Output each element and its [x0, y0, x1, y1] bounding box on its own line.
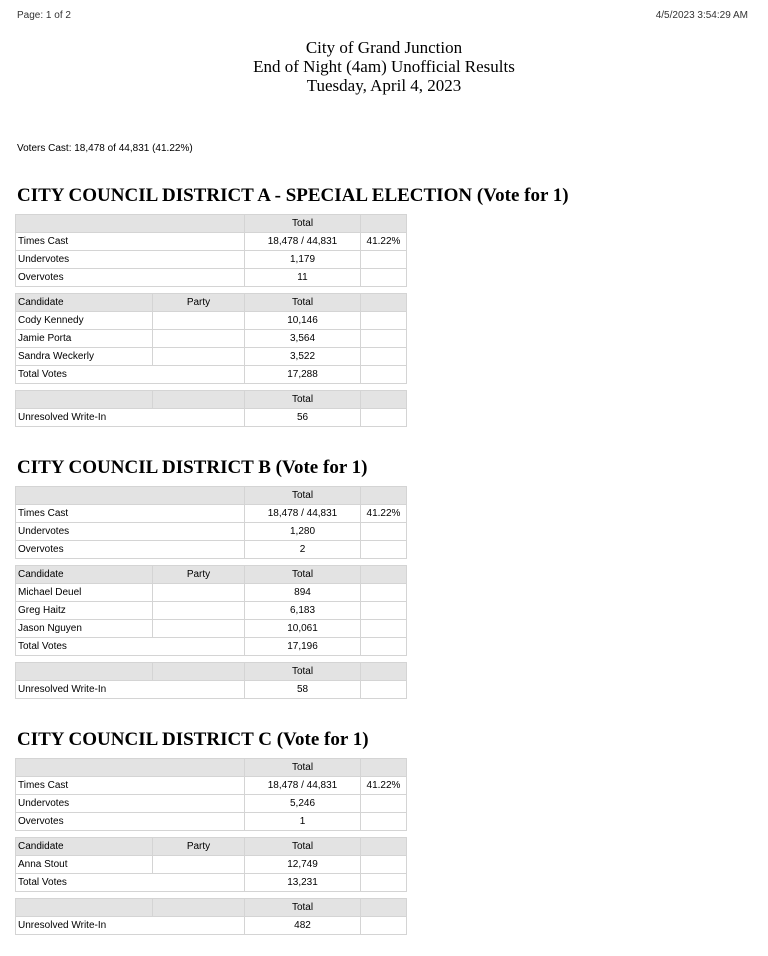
times-cast-value: 18,478 / 44,831: [245, 233, 361, 251]
candidate-name: Michael Deuel: [16, 584, 153, 602]
summary-header-row: [16, 487, 407, 505]
write-in-header-row: [16, 391, 407, 409]
overvotes-label: Overvotes: [16, 813, 245, 831]
candidate-header-row: [16, 294, 407, 312]
write-in-value: 482: [245, 917, 361, 935]
undervotes-label: Undervotes: [16, 251, 245, 269]
write-in-table: [15, 662, 407, 699]
undervotes-row: [16, 523, 407, 541]
overvotes-row: [16, 541, 407, 559]
times-cast-percent: 41.22%: [361, 505, 407, 523]
write-in-pct: [361, 681, 407, 699]
total-votes-row: [16, 874, 407, 892]
pct-header: [361, 663, 407, 681]
total-votes-value: 17,196: [245, 638, 361, 656]
candidate-total: 3,564: [245, 330, 361, 348]
write-in-header-blank: [153, 663, 245, 681]
candidate-header: Candidate: [16, 566, 153, 584]
summary-header-blank: [16, 487, 245, 505]
write-in-header-blank: [16, 663, 153, 681]
write-in-header-blank: [153, 391, 245, 409]
candidate-pct: [361, 584, 407, 602]
total-header: Total: [245, 215, 361, 233]
candidate-party: [153, 602, 245, 620]
undervotes-label: Undervotes: [16, 795, 245, 813]
candidate-name: Cody Kennedy: [16, 312, 153, 330]
candidate-total: 10,146: [245, 312, 361, 330]
overvotes-pct: [361, 269, 407, 287]
overvotes-pct: [361, 813, 407, 831]
undervotes-label: Undervotes: [16, 523, 245, 541]
overvotes-value: 1: [245, 813, 361, 831]
candidate-pct: [361, 330, 407, 348]
write-in-header-row: [16, 663, 407, 681]
pct-header: [361, 566, 407, 584]
pct-header: [361, 759, 407, 777]
candidate-total: 10,061: [245, 620, 361, 638]
candidate-row: [16, 348, 407, 366]
candidate-table: [15, 837, 407, 892]
total-votes-row: [16, 638, 407, 656]
candidate-party: [153, 348, 245, 366]
times-cast-value: 18,478 / 44,831: [245, 777, 361, 795]
undervotes-value: 1,179: [245, 251, 361, 269]
total-header: Total: [245, 294, 361, 312]
candidate-total: 6,183: [245, 602, 361, 620]
total-votes-value: 17,288: [245, 366, 361, 384]
write-in-pct: [361, 409, 407, 427]
summary-header-row: [16, 759, 407, 777]
race-title: CITY COUNCIL DISTRICT A - SPECIAL ELECTION (Vote for 1): [17, 185, 569, 206]
total-votes-pct: [361, 874, 407, 892]
candidate-name: Sandra Weckerly: [16, 348, 153, 366]
total-votes-pct: [361, 638, 407, 656]
times-cast-percent: 41.22%: [361, 777, 407, 795]
write-in-header-blank: [153, 899, 245, 917]
total-votes-row: [16, 366, 407, 384]
candidate-row: [16, 312, 407, 330]
report-timestamp: 4/5/2023 3:54:29 AM: [655, 10, 748, 21]
candidate-pct: [361, 620, 407, 638]
summary-header-blank: [16, 759, 245, 777]
candidate-party: [153, 620, 245, 638]
total-header: Total: [245, 566, 361, 584]
pct-header: [361, 838, 407, 856]
undervotes-pct: [361, 523, 407, 541]
write-in-header-blank: [16, 391, 153, 409]
overvotes-label: Overvotes: [16, 269, 245, 287]
overvotes-label: Overvotes: [16, 541, 245, 559]
total-header: Total: [245, 487, 361, 505]
total-votes-label: Total Votes: [16, 366, 245, 384]
total-header: Total: [245, 838, 361, 856]
write-in-value: 56: [245, 409, 361, 427]
overvotes-row: [16, 813, 407, 831]
total-votes-pct: [361, 366, 407, 384]
total-header: Total: [245, 663, 361, 681]
times-cast-percent: 41.22%: [361, 233, 407, 251]
pct-header: [361, 899, 407, 917]
write-in-label: Unresolved Write-In: [16, 681, 245, 699]
race-title: CITY COUNCIL DISTRICT B (Vote for 1): [17, 457, 368, 478]
race-section: [15, 729, 407, 935]
overvotes-value: 2: [245, 541, 361, 559]
party-header: Party: [153, 566, 245, 584]
voters-cast: Voters Cast: 18,478 of 44,831 (41.22%): [17, 143, 193, 154]
candidate-total: 3,522: [245, 348, 361, 366]
candidate-name: Anna Stout: [16, 856, 153, 874]
candidate-total: 12,749: [245, 856, 361, 874]
candidate-name: Jamie Porta: [16, 330, 153, 348]
race-section: [15, 185, 569, 427]
candidate-row: [16, 856, 407, 874]
pct-header: [361, 215, 407, 233]
undervotes-row: [16, 795, 407, 813]
candidate-name: Greg Haitz: [16, 602, 153, 620]
title-line-2: End of Night (4am) Unofficial Results: [253, 57, 515, 76]
total-votes-label: Total Votes: [16, 874, 245, 892]
candidate-total: 894: [245, 584, 361, 602]
total-header: Total: [245, 759, 361, 777]
overvotes-value: 11: [245, 269, 361, 287]
race-section: [15, 457, 407, 699]
overvotes-row: [16, 269, 407, 287]
candidate-pct: [361, 312, 407, 330]
write-in-row: [16, 409, 407, 427]
report-title: [0, 38, 768, 95]
race-summary-table: [15, 486, 407, 559]
candidate-party: [153, 330, 245, 348]
write-in-header-row: [16, 899, 407, 917]
race-summary-table: [15, 758, 407, 831]
pct-header: [361, 294, 407, 312]
times-cast-row: [16, 233, 407, 251]
times-cast-label: Times Cast: [16, 505, 245, 523]
candidate-party: [153, 856, 245, 874]
party-header: Party: [153, 838, 245, 856]
candidate-name: Jason Nguyen: [16, 620, 153, 638]
candidate-header-row: [16, 838, 407, 856]
candidate-header: Candidate: [16, 294, 153, 312]
race-summary-table: [15, 214, 407, 287]
candidate-row: [16, 330, 407, 348]
candidate-table: [15, 293, 407, 384]
times-cast-row: [16, 505, 407, 523]
candidate-party: [153, 312, 245, 330]
undervotes-pct: [361, 795, 407, 813]
summary-header-blank: [16, 215, 245, 233]
write-in-row: [16, 681, 407, 699]
write-in-table: [15, 390, 407, 427]
race-title: CITY COUNCIL DISTRICT C (Vote for 1): [17, 729, 369, 750]
title-line-1: City of Grand Junction: [305, 38, 463, 57]
candidate-table: [15, 565, 407, 656]
candidate-row: [16, 584, 407, 602]
times-cast-label: Times Cast: [16, 233, 245, 251]
times-cast-row: [16, 777, 407, 795]
write-in-row: [16, 917, 407, 935]
summary-header-row: [16, 215, 407, 233]
write-in-table: [15, 898, 407, 935]
undervotes-row: [16, 251, 407, 269]
total-header: Total: [245, 391, 361, 409]
times-cast-value: 18,478 / 44,831: [245, 505, 361, 523]
candidate-party: [153, 584, 245, 602]
candidate-header-row: [16, 566, 407, 584]
title-line-3: Tuesday, April 4, 2023: [306, 76, 462, 95]
write-in-label: Unresolved Write-In: [16, 409, 245, 427]
candidate-header: Candidate: [16, 838, 153, 856]
total-votes-value: 13,231: [245, 874, 361, 892]
candidate-pct: [361, 602, 407, 620]
write-in-header-blank: [16, 899, 153, 917]
undervotes-value: 5,246: [245, 795, 361, 813]
candidate-row: [16, 602, 407, 620]
undervotes-value: 1,280: [245, 523, 361, 541]
total-header: Total: [245, 899, 361, 917]
candidate-row: [16, 620, 407, 638]
candidate-pct: [361, 348, 407, 366]
write-in-pct: [361, 917, 407, 935]
pct-header: [361, 391, 407, 409]
pct-header: [361, 487, 407, 505]
total-votes-label: Total Votes: [16, 638, 245, 656]
candidate-pct: [361, 856, 407, 874]
overvotes-pct: [361, 541, 407, 559]
party-header: Party: [153, 294, 245, 312]
write-in-label: Unresolved Write-In: [16, 917, 245, 935]
undervotes-pct: [361, 251, 407, 269]
times-cast-label: Times Cast: [16, 777, 245, 795]
page-number: Page: 1 of 2: [17, 10, 71, 21]
write-in-value: 58: [245, 681, 361, 699]
